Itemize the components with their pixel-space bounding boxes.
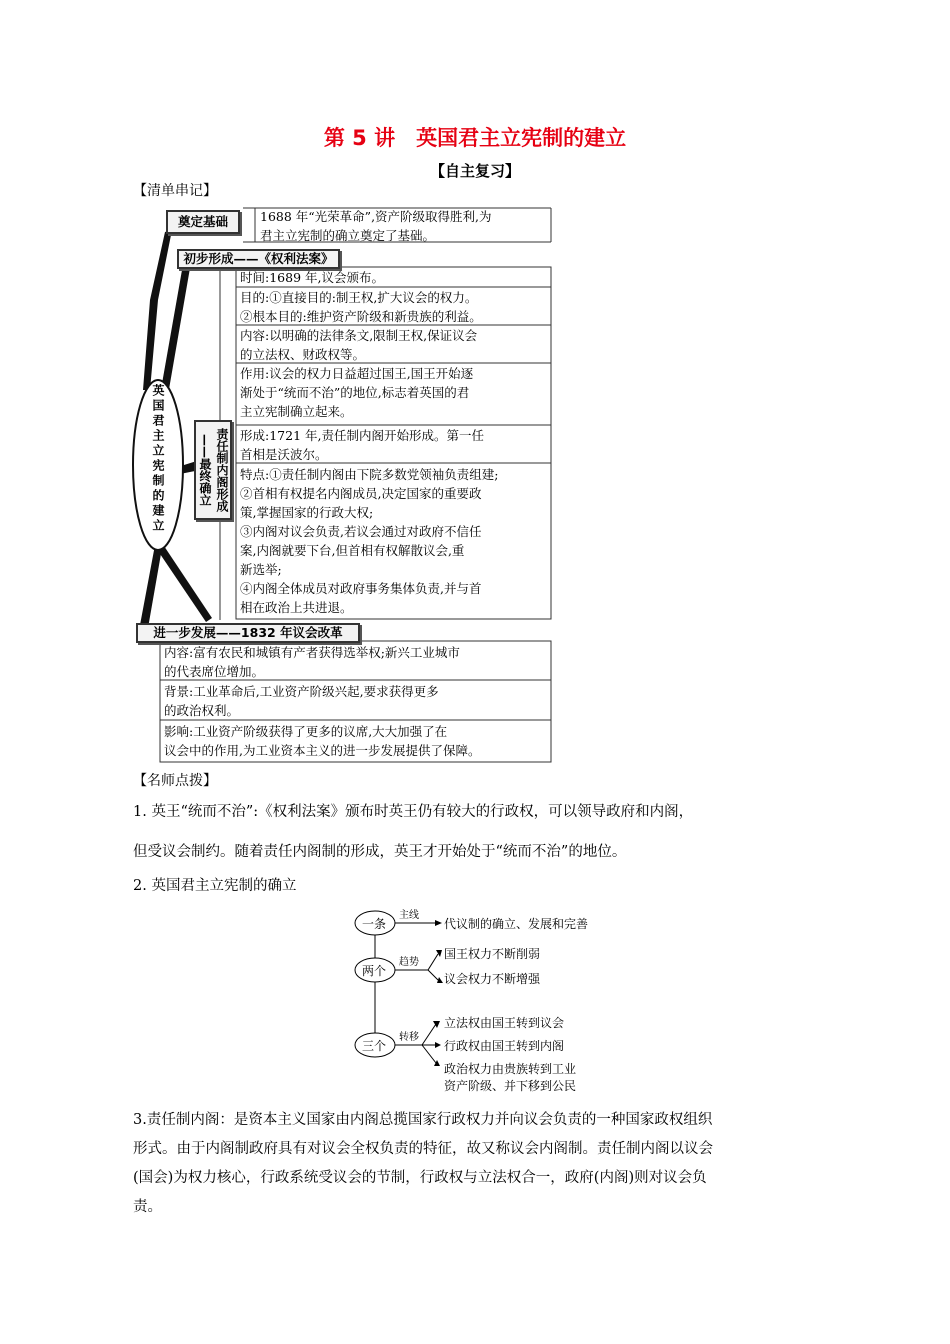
diagram-three-tag: 转移 — [399, 1032, 419, 1043]
initial-purpose-row: 目的:①直接目的:制王权,扩大议会的权力。 ②根本目的:维护资产阶级和新贵族的利益。 — [240, 290, 482, 324]
initial-content-row: 内容:以明确的法律条文,限制王权,保证议会 的立法权、财政权等。 — [240, 328, 478, 362]
diagram-three-c2: 资产阶级、并下移到公民 — [444, 1079, 577, 1093]
diagram-one-text: 代议制的确立、发展和完善 — [444, 917, 589, 931]
initial-formation-label: 初步形成——《权利法案》 — [177, 249, 340, 269]
diagram-two-b: 议会权力不断增强 — [444, 972, 541, 986]
cabinet-features-row: 特点:①责任制内阁由下院多数党领袖负责组建; ②首相有权提名内阁成员,决定国家的重要政 策,掌握国家的行政大权; ③内阁对议会负责,若议会通过对政府不信任 案,内阁就要下台,但首相有权解散议会,重 新选举; ④内阁全体成员对政府事务集体负责,并与首 相在政治上共进退。 — [240, 467, 499, 615]
diagram-two-tag: 趋势 — [399, 957, 419, 968]
tip-1: 1. 英王“统而不治”:《权利法案》颁布时英王仍有较大的行政权，可以领导政府和内阁， 但受议会制约。随着责任内阁制的形成，英王才开始处于“统而不治”的地位。 — [133, 804, 694, 860]
tip-3: 3.责任制内阁：是资本主义国家由内阁总揽国家行政权力并向议会负责的一种国家政权组织 形式。由于内阁制政府具有对议会全权负责的特征，故又称议会内阁制。责任制内阁以议会 (国会)为权力核心，行政系统受议会的节制，行政权与立法权合一，政府(内阁)则对议会负 责。 — [133, 1112, 713, 1215]
diagram-three-b: 行政权由国王转到内阁 — [444, 1039, 565, 1053]
diagram-three-c1: 政治权力由贵族转到工业 — [444, 1062, 577, 1076]
page-title: 第 5 讲 英国君主立宪制的建立 — [323, 126, 627, 150]
reform-content-row: 内容:富有农民和城镇有产者获得选举权;新兴工业城市 的代表席位增加。 — [164, 645, 460, 679]
section-checklist-heading: 【清单串记】 — [133, 183, 217, 199]
subtitle: 【自主复习】 — [429, 162, 520, 180]
diagram-three: 三个 — [362, 1039, 387, 1053]
reform-label: 进一步发展——1832 年议会改革 — [136, 623, 360, 643]
reform-impact-row: 影响:工业资产阶级获得了更多的议席,大大加强了在 议会中的作用,为工业资本主义的进一步发展提供了保障。 — [164, 724, 481, 758]
cabinet-formation-row: 形成:1721 年,责任制内阁开始形成。第一任 首相是沃波尔。 — [240, 428, 484, 462]
diagram-one-tag: 主线 — [399, 910, 419, 921]
initial-time-row: 时间:1689 年,议会颁布。 — [240, 270, 384, 285]
initial-effect-row: 作用:议会的权力日益超过国王,国王开始逐 渐处于“统而不治”的地位,标志着英国的君 主立宪制确立起来。 — [240, 366, 474, 419]
root-label: 英国君主立宪制的建立 — [151, 384, 165, 534]
foundation-label: 奠定基础 — [166, 210, 240, 234]
cabinet-label: 责任制内阁形成——最终确立 — [194, 420, 232, 520]
reform-background-row: 背景:工业革命后,工业资产阶级兴起,要求获得更多 的政治权利。 — [164, 684, 439, 718]
tip-2: 2. 英国君主立宪制的确立 — [133, 878, 297, 894]
diagram-three-a: 立法权由国王转到议会 — [444, 1016, 565, 1030]
section-tips-heading: 【名师点拨】 — [133, 773, 217, 789]
diagram-two-a: 国王权力不断削弱 — [444, 947, 541, 961]
diagram-two: 两个 — [362, 964, 387, 978]
foundation-text: 1688 年“光荣革命”,资产阶级取得胜利,为 君主立宪制的确立奠定了基础。 — [260, 209, 492, 243]
diagram-one: 一条 — [362, 917, 387, 931]
